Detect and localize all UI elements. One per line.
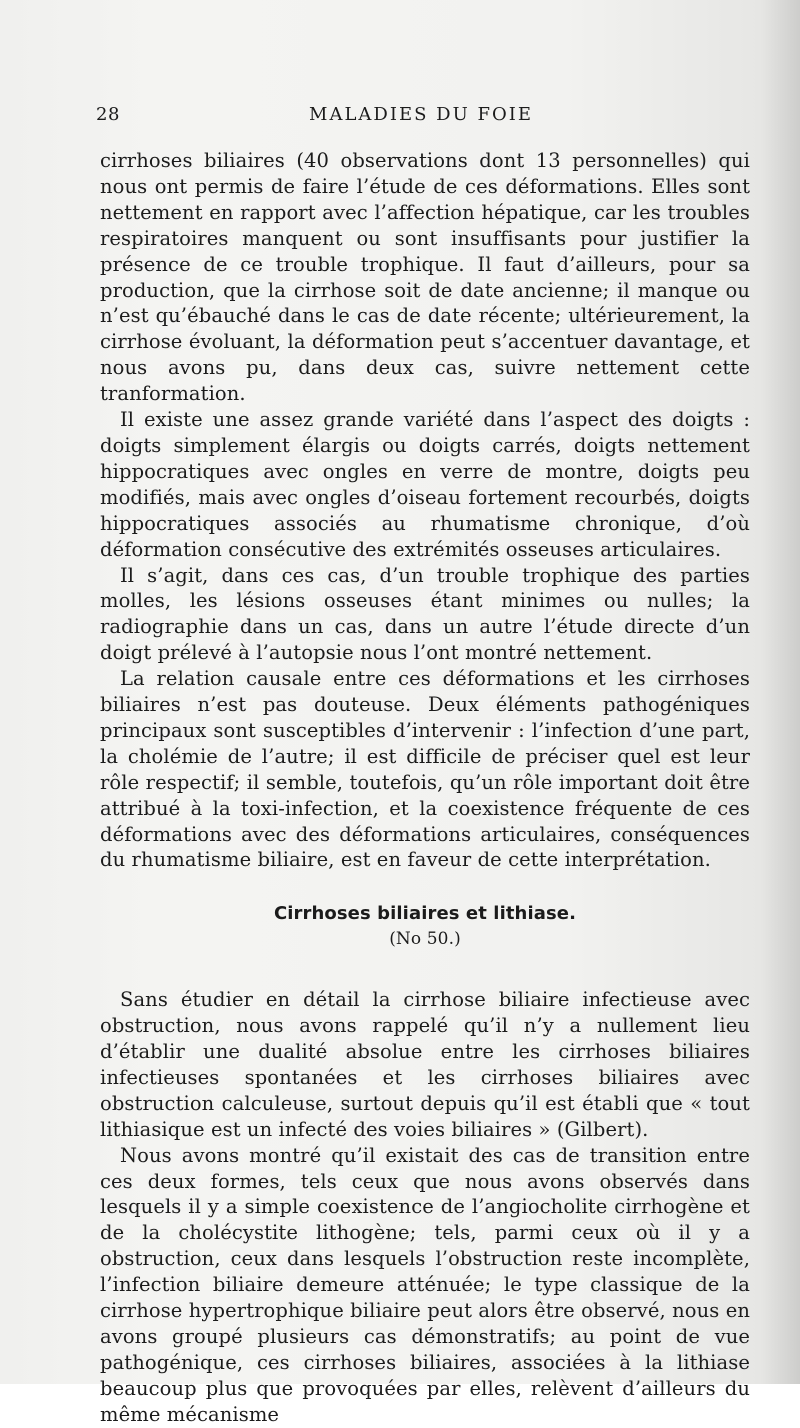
page-number: 28 — [96, 104, 120, 125]
page-gutter-shadow — [760, 0, 800, 1384]
paragraph: Nous avons montré qu’il existait des cas de transition entre ces deux formes, tels ceux que nous avons observés dans lesquels il y a simple coexistence de l’angiocholite cirrhogène et de la cholécystite lithogène; tels, parmi ceux où il y a obstruction, ceux dans lesquels l’obstruction reste incomplète, l’infection biliaire demeure atténuée; le type classique de la cirrhose hypertrophique biliaire peut alors être observé, nous en avons groupé plusieurs cas démonstratifs; au point de vue pathogénique, ces cirrhoses biliaires, associées à la lithiase beaucoup plus que provoquées par elles, relèvent d’ailleurs du même mécanisme — [100, 1143, 750, 1426]
running-title: MALADIES DU FOIE — [309, 104, 533, 125]
body-text — [100, 148, 750, 1428]
paragraph: La relation causale entre ces déformations et les cirrhoses biliaires n’est pas douteuse. Deux éléments pathogéniques principaux sont susceptibles d’intervenir : l’infection d’une part, la cholémie de l’autre; il est difficile de préciser quel est leur rôle respectif; il semble, toutefois, qu’un rôle important doit être attribué à la toxi-infection, et la coexistence fréquente de ces déformations avec des déformations articulaires, conséquences du rhumatisme biliaire, est en faveur de cette interprétation. — [100, 667, 750, 872]
page-header — [96, 104, 746, 134]
paragraph: cirrhoses biliaires (40 observations dont 13 personnelles) qui nous ont permis de faire l’étude de ces déformations. Elles sont nettement en rapport avec l’affection hépatique, car les troubles respiratoires manquent ou sont insuffisants pour justifier la présence de ce trouble trophique. Il faut d’ailleurs, pour sa production, que la cirrhose soit de date ancienne; il manque ou n’est qu’ébauché dans le cas de date récente; ultérieurement, la cirrhose évoluant, la déformation peut s’accentuer davantage, et nous avons pu, dans deux cas, suivre nettement cette tranformation. — [100, 149, 750, 406]
paragraph: Il s’agit, dans ces cas, d’un trouble trophique des parties molles, les lésions osseuses étant minimes ou nulles; la radiographie dans un cas, dans un autre l’étude directe d’un doigt prélevé à l’autopsie nous l’ont montré nettement. — [100, 563, 750, 665]
paragraph: Il existe une assez grande variété dans l’aspect des doigts : doigts simplement élargis ou doigts carrés, doigts nettement hippocratiques avec ongles en verre de montre, doigts peu modifiés, mais avec ongles d’oiseau fortement recourbés, doigts hippocratiques associés au rhumatisme chronique, d’où déformation consécutive des extrémités osseuses articulaires. — [100, 408, 750, 561]
section-number: (No 50.) — [389, 929, 461, 950]
section-heading: Cirrhoses biliaires et lithiase. — [273, 903, 577, 925]
paragraph: Sans étudier en détail la cirrhose biliaire infectieuse avec obstruction, nous avons rappelé qu’il n’y a nullement lieu d’établir une dualité absolue entre les cirrhoses biliaires infectieuses spontanées et les cirrhoses biliaires avec obstruction calculeuse, surtout depuis qu’il est établi que « tout lithiasique est un infecté des voies biliaires » (Gilbert). — [100, 988, 750, 1141]
